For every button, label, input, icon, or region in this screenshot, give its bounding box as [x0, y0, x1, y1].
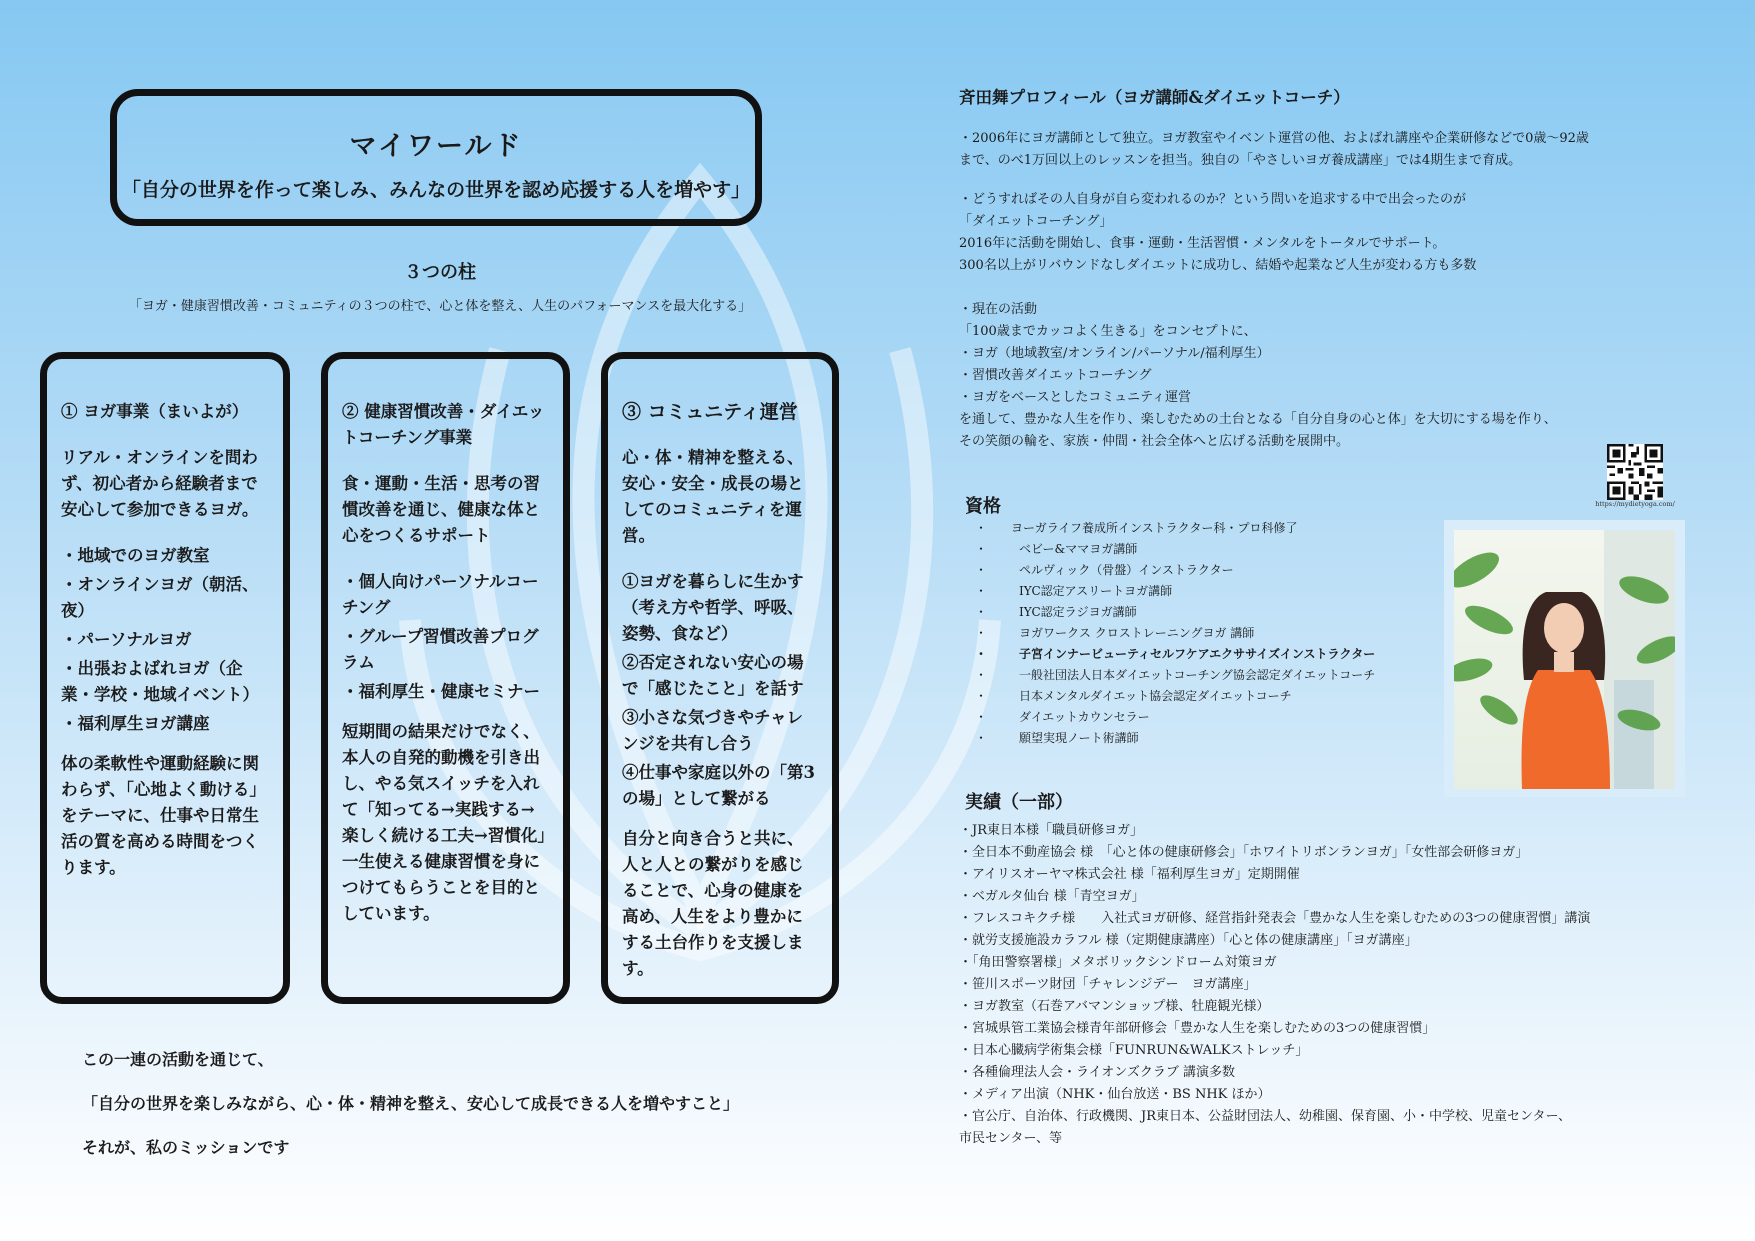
list-item: ・ IYC認定ラジヨガ講師 [975, 602, 1375, 623]
qualifications-list [975, 518, 1375, 749]
list-item: ・メディア出演（NHK・仙台放送・BS NHK ほか） [959, 1087, 1271, 1102]
card-title: ③ コミュニティ運営 [622, 401, 798, 423]
profile-line: ・現在の活動 [959, 302, 1038, 317]
list-item: ・フレスコキクチ様 入社式ヨガ研修、経営指針発表会「豊かな人生を楽しむための3つの健康習慣」講演 [959, 911, 1591, 926]
list-item: ・ ヨーガライフ養成所インストラクター科・プロ科修了 [975, 518, 1375, 539]
profile-line: ・ヨガをベースとしたコミュニティ運営 [959, 390, 1192, 405]
list-item: ・福利厚生ヨガ講座 [61, 714, 210, 733]
list-item: ・ヨガ教室（石巻アバマンショップ様、牡鹿観光様） [959, 999, 1270, 1014]
list-item: ・地域でのヨガ教室 [61, 546, 210, 565]
list-item: ・ IYC認定アスリートヨガ講師 [975, 581, 1375, 602]
list-item: ・日本心臓病学術集会様「FUNRUN&WALKストレッチ」 [959, 1043, 1309, 1058]
list-item: ・出張およばれヨガ（企業・学校・地域イベント） [61, 659, 259, 704]
list-item: ・ ベビー&ママヨガ講師 [975, 539, 1375, 560]
profile-line: ・ヨガ（地域教室/オンライン/パーソナル/福利厚生） [959, 346, 1270, 361]
pillar-card-community [601, 352, 839, 1004]
profile-line: を通して、豊かな人生を作り、楽しむための土台となる「自分自身の心と体」を大切にする場を作り、 [959, 412, 1557, 427]
list-item: ・JR東日本様「職員研修ヨガ」 [959, 823, 1143, 838]
card-title: ② 健康習慣改善・ダイエットコーチング事業 [342, 402, 545, 447]
pillar-card-coaching [321, 352, 570, 1004]
qr-url-text[interactable]: https://mydietyoga.com/ [1595, 500, 1675, 508]
list-item: ・ ヨガワークス クロストレーニングヨガ 講師 [975, 623, 1375, 644]
card-title: ① ヨガ事業（まいよが） [61, 402, 249, 421]
achievements-heading: 実績（一部） [965, 792, 1073, 813]
list-item: ③小さな気づきやチャレンジを共有し合う [622, 708, 804, 753]
list-item: ・全日本不動産協会 様 「心と体の健康研修会」「ホワイトリボンランヨガ」「女性部会研修ヨガ」 [959, 845, 1529, 860]
list-item: ・ 一般社団法人日本ダイエットコーチング協会認定ダイエットコーチ [975, 665, 1375, 686]
mission-line-1: この一連の活動を通じて、 [82, 1050, 274, 1069]
qr-code-icon[interactable] [1607, 444, 1663, 500]
list-item: ・ ペルヴィック（骨盤）インストラクター [975, 560, 1375, 581]
profile-paragraph-2 [959, 189, 1476, 277]
profile-title: 斉田舞プロフィール（ヨガ講師&ダイエットコーチ） [959, 88, 1350, 107]
list-item: ・就労支援施設カラフル 様（定期健康講座）「心と体の健康講座」「ヨガ講座」 [959, 933, 1418, 948]
page-title: マイワールド [349, 131, 523, 162]
list-item: ・各種倫理法人会・ライオンズクラブ 講演多数 [959, 1065, 1235, 1080]
list-item: ・笹川スポーツ財団「チャレンジデー ヨガ講座」 [959, 977, 1257, 992]
profile-photo-frame [1444, 520, 1685, 797]
card-intro: リアル・オンラインを問わず、初心者から経験者まで安心して参加できるヨガ。 [61, 448, 259, 519]
list-item: ・グループ習慣改善プログラム [342, 627, 539, 672]
list-item: ・ベガルタ仙台 様「青空ヨガ」 [959, 889, 1145, 904]
list-item: ②否定されない安心の場で「感じたこと」を話す [622, 653, 804, 698]
list-item: ・ 日本メンタルダイエット協会認定ダイエットコーチ [975, 686, 1375, 707]
profile-line: ・2006年にヨガ講師として独立。ヨガ教室やイベント運営の他、およばれ講座や企業研修などで0歳～92歳 [959, 131, 1589, 146]
list-item: ・官公庁、自治体、行政機関、JR東日本、公益財団法人、幼稚園、保育園、小・中学校、児童センター、 [959, 1109, 1571, 1124]
list-item: ・個人向けパーソナルコーチング [342, 572, 539, 617]
list-item: ・オンラインヨガ（朝活、夜） [61, 575, 259, 620]
profile-line: 「ダイエットコーチング」 [959, 214, 1113, 229]
pillars-heading: ３つの柱 [404, 262, 476, 283]
card-intro: 食・運動・生活・思考の習慣改善を通じ、健康な体と心をつくるサポート [342, 474, 540, 545]
card-intro: 心・体・精神を整える、安心・安全・成長の場としてのコミュニティを運営。 [622, 448, 804, 545]
list-item: ・アイリスオーヤマ株式会社 様「福利厚生ヨガ」定期開催 [959, 867, 1300, 882]
profile-line: まで、のべ1万回以上のレッスンを担当。独自の「やさしいヨガ養成講座」では4期生まで育成。 [959, 153, 1522, 168]
profile-line: その笑顔の輪を、家族・仲間・社会全体へと広げる活動を展開中。 [959, 434, 1350, 449]
profile-paragraph-1 [959, 128, 1589, 172]
list-item: ・ ダイエットカウンセラー [975, 707, 1375, 728]
pillar-card-yoga [40, 352, 290, 1004]
list-item: ・宮城県管工業協会様青年部研修会「豊かな人生を楽しむための3つの健康習慣」 [959, 1021, 1436, 1036]
profile-photo [1454, 530, 1675, 789]
list-item: ・「角田警察署様」メタボリックシンドローム対策ヨガ [959, 955, 1277, 970]
list-item: ・ 子宮インナービューティセルフケアエクササイズインストラクター [975, 644, 1375, 665]
card-outro: 体の柔軟性や運動経験に関わらず、「心地よく動ける」をテーマに、仕事や日常生活の質を高める時間をつくります。 [61, 754, 266, 877]
profile-line: ・どうすればその人自身が自ら変われるのか？という問いを追求する中で出会ったのが [959, 192, 1467, 207]
list-item: ①ヨガを暮らしに生かす（考え方や哲学、呼吸、姿勢、食など） [622, 572, 804, 643]
card-list [61, 543, 269, 737]
card-list [342, 569, 549, 705]
profile-line: 2016年に活動を開始し、食事・運動・生活習慣・メンタルをトータルでサポート。 [959, 236, 1446, 251]
card-list [622, 569, 818, 812]
list-item: ・パーソナルヨガ [61, 630, 192, 649]
list-item: ・福利厚生・健康セミナー [342, 682, 540, 701]
profile-paragraph-3 [959, 299, 1557, 453]
pillars-lead: 「ヨガ・健康習慣改善・コミュニティの３つの柱で、心と体を整え、人生のパフォーマンスを最大化する」 [128, 299, 752, 314]
mission-line-3: それが、私のミッションです [82, 1138, 290, 1157]
list-item: 市民センター、等 [959, 1131, 1062, 1146]
card-outro: 短期間の結果だけでなく、本人の自発的動機を引き出し、やる気スイッチを入れて「知ってる→実践する→楽しく続ける工夫→習慣化」一生使える健康習慣を身につけてもらうことを目的としています。 [342, 722, 546, 923]
card-outro: 自分と向き合うと共に、人と人との繋がりを感じることで、心身の健康を高め、人生をより豊かにする土台作りを支援します。 [622, 829, 804, 978]
profile-line: 「100歳までカッコよく生きる」をコンセプトに、 [959, 324, 1257, 339]
page-subtitle: 「自分の世界を作って楽しみ、みんなの世界を認め応援する人を増やす」 [121, 179, 751, 201]
profile-line: 300名以上がリバウンドなしダイエットに成功し、結婚や起業など人生が変わる方も多数 [959, 258, 1477, 273]
list-item: ④仕事や家庭以外の「第3の場」として繋がる [622, 763, 815, 808]
profile-line: ・習慣改善ダイエットコーチング [959, 368, 1152, 383]
title-box [110, 89, 762, 226]
achievements-list [959, 820, 1590, 1150]
list-item: ・ 願望実現ノート術講師 [975, 728, 1375, 749]
qualifications-heading: 資格 [965, 496, 1001, 517]
mission-line-2: 「自分の世界を楽しみながら、心・体・精神を整え、安心して成長できる人を増やすこと」 [82, 1094, 739, 1113]
person-photo-icon [1454, 530, 1675, 789]
